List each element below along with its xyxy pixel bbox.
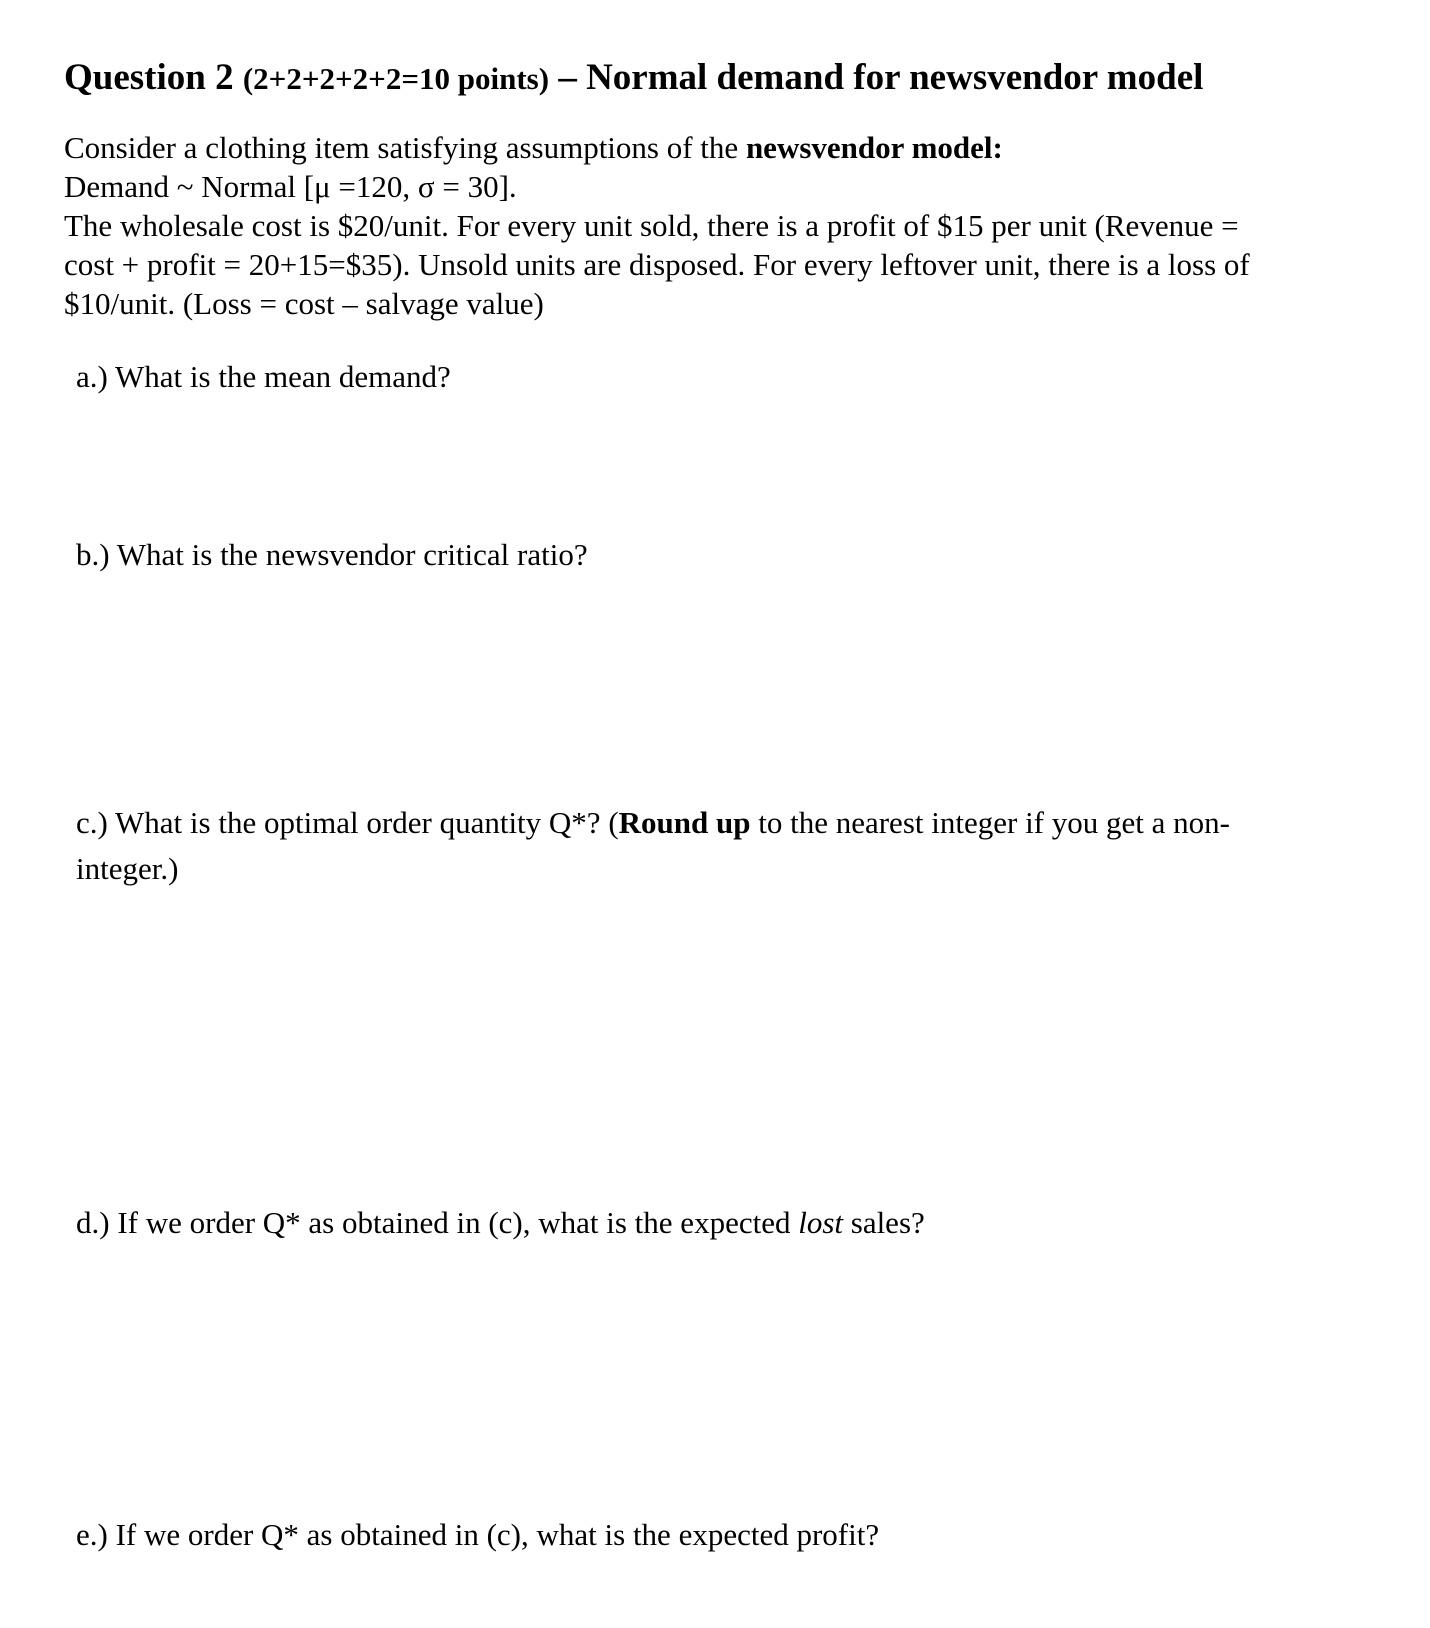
question-e: e.) If we order Q* as obtained in (c), what is the expected profit? [76, 1517, 880, 1552]
question-b: b.) What is the newsvendor critical ratio? [76, 537, 588, 572]
question-points: (2+2+2+2+2=10 points) [242, 61, 550, 96]
problem-statement [64, 128, 1384, 323]
intro-line-5: $10/unit. (Loss = cost – salvage value) [64, 286, 544, 321]
question-topic: Normal demand for newsvendor model [586, 57, 1204, 98]
question-c-line-1: c.) What is the optimal order quantity Q*? (Round up to the nearest integer if you get a non- [76, 805, 1230, 840]
intro-line-4: cost + profit = 20+15=$35). Unsold units are disposed. For every leftover unit, there is a loss of [64, 247, 1250, 282]
question-number: Question 2 [64, 57, 234, 98]
question-d: d.) If we order Q* as obtained in (c), what is the expected lost sales? [76, 1205, 925, 1240]
round-up-term: Round up [618, 805, 751, 840]
newsvendor-model-term: newsvendor model: [745, 130, 1003, 165]
title-dash: – [549, 57, 587, 98]
question-c-line-2: integer.) [76, 851, 179, 886]
lost-term: lost [798, 1205, 843, 1240]
intro-line-3: The wholesale cost is $20/unit. For every unit sold, there is a profit of $15 per unit (Revenue = [64, 208, 1239, 243]
question-title [64, 56, 1203, 101]
question-a: a.) What is the mean demand? [76, 359, 451, 394]
demand-distribution: Demand ~ Normal [μ =120, σ = 30]. [64, 169, 517, 204]
question-c [76, 800, 1230, 892]
intro-line-1: Consider a clothing item satisfying assumptions of the newsvendor model: [64, 130, 1003, 165]
